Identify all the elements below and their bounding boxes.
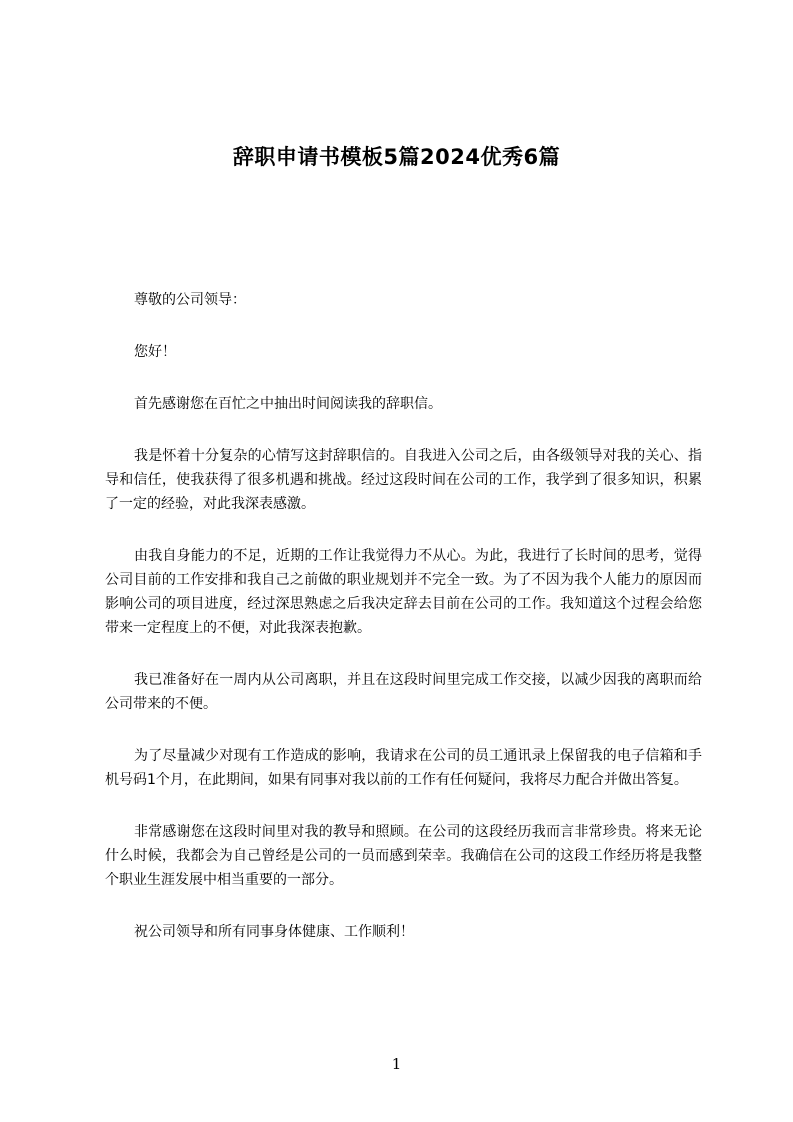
paragraph-contact: 为了尽量减少对现有工作造成的影响，我请求在公司的员工通讯录上保留我的电子信箱和手机号码1个月，在此期间，如果有同事对我以前的工作有任何疑问，我将尽力配合并做出答复。	[105, 748, 702, 788]
paragraph-gratitude: 非常感谢您在这段时间里对我的教导和照顾。在公司的这段经历我而言非常珍贵。将来无论什么时候，我都会为自己曾经是公司的一员而感到荣幸。我确信在公司的这段工作经历将是我整个职业生涯发展中相当重要的一部分。	[105, 824, 702, 888]
salutation: 尊敬的公司领导：	[134, 292, 246, 308]
paragraph-reason: 由我自身能力的不足，近期的工作让我觉得力不从心。为此，我进行了长时间的思考，觉得公司目前的工作安排和我自己之前做的职业规划并不完全一致。为了不因为我个人能力的原因而影响公司的项目进度，经过深思熟虑之后我决定辞去目前在公司的工作。我知道这个过程会给您带来一定程度上的不便，对此我深表抱歉。	[105, 548, 702, 636]
document-title: 辞职申请书模板5篇2024优秀6篇	[232, 145, 561, 169]
greeting: 您好！	[134, 344, 176, 360]
letter-body	[105, 288, 702, 972]
paragraph-thanks: 首先感谢您在百忙之中抽出时间阅读我的辞职信。	[134, 396, 442, 412]
paragraph-feelings: 我是怀着十分复杂的心情写这封辞职信的。自我进入公司之后，由各级领导对我的关心、指导和信任，使我获得了很多机遇和挑战。经过这段时间在公司的工作，我学到了很多知识，积累了一定的经验，对此我深表感激。	[105, 448, 702, 512]
closing-wish: 祝公司领导和所有同事身体健康、工作顺利！	[134, 924, 414, 940]
paragraph-handover: 我已准备好在一周内从公司离职，并且在这段时间里完成工作交接，以减少因我的离职而给公司带来的不便。	[105, 672, 702, 712]
page-number: 1	[391, 1055, 402, 1073]
